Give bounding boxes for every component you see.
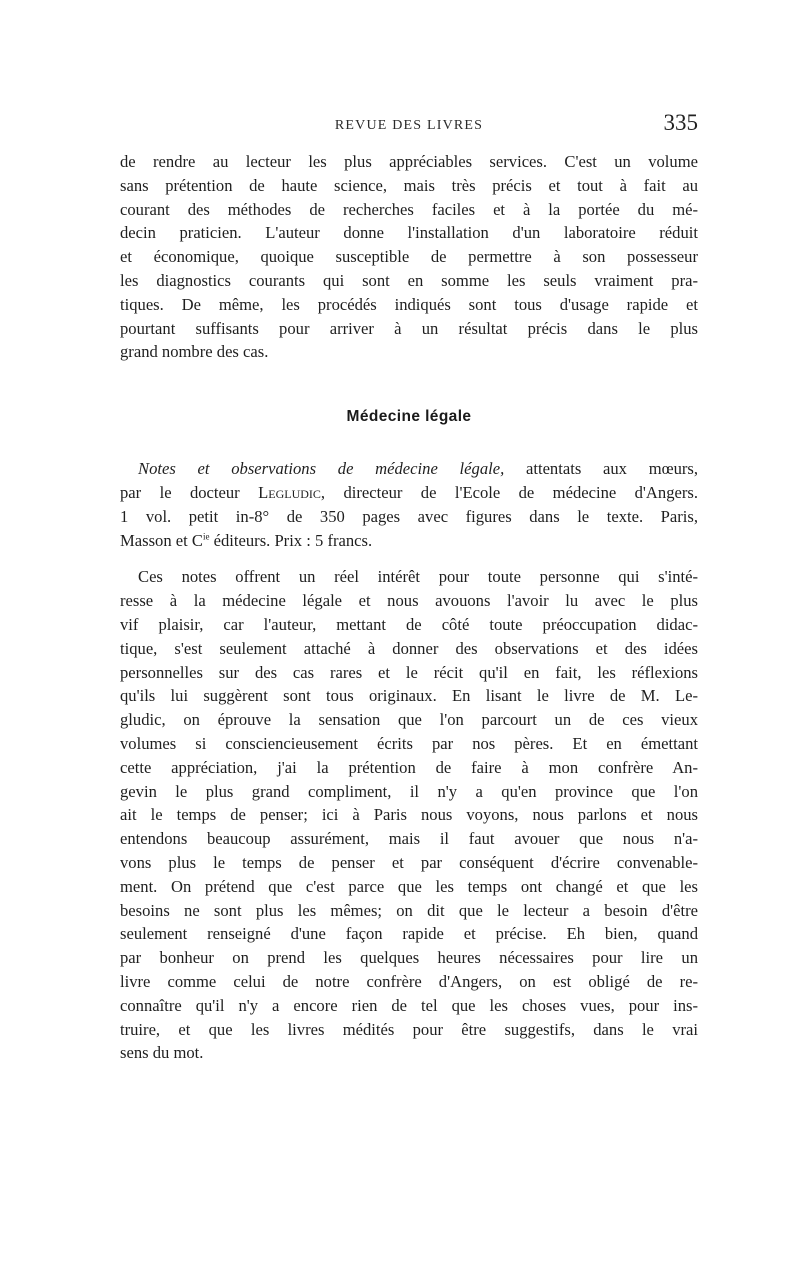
reference-text: , directeur de l'Ecole de médecine d'Angers. — [320, 482, 698, 502]
page-number: 335 — [663, 110, 698, 135]
reference-line — [120, 457, 698, 481]
text-line: sans prétention de haute science, mais très précis et tout à fait au — [120, 175, 698, 195]
text-line: volumes si consciencieusement écrits par nos pères. Et en émettant — [120, 733, 698, 753]
text-line: qu'ils lui suggèrent sont tous originaux. En lisant le livre de M. Le- — [120, 686, 698, 706]
section-heading: Médecine légale — [346, 408, 472, 426]
review-paragraph — [120, 565, 698, 1065]
reference-text: par le docteur — [120, 482, 259, 502]
text-line: grand nombre des cas. — [120, 342, 269, 362]
text-line: pourtant suffisants pour arriver à un résultat précis dans le plus — [120, 318, 698, 338]
text-line: personnelles sur des cas rares et le récit qu'il en fait, les réflexions — [120, 662, 698, 682]
text-line: connaître qu'il n'y a encore rien de tel que les choses vues, pour ins- — [120, 995, 698, 1015]
text-line: cette appréciation, j'ai la prétention de faire à mon confrère An- — [120, 757, 698, 777]
reference-line — [120, 481, 698, 505]
intro-paragraph — [120, 150, 698, 364]
text-line: courant des méthodes de recherches faciles et à la portée du mé- — [120, 199, 698, 219]
text-line: gludic, on éprouve la sensation que l'on parcourt un de ces vieux — [120, 710, 698, 730]
text-line: ait le temps de penser; ici à Paris nous voyons, nous parlons et nous — [120, 805, 698, 825]
text-line: besoins ne sont plus les mêmes; on dit que le lecteur a besoin d'être — [120, 900, 698, 920]
reference-line — [120, 529, 698, 553]
text-line: les diagnostics courants qui sont en somme les seuls vraiment pra- — [120, 270, 698, 290]
text-line: vif plaisir, car l'auteur, mettant de côté toute préoccupation didac- — [120, 614, 698, 634]
text-line: et économique, quoique susceptible de permettre à son possesseur — [120, 247, 698, 267]
text-line: de rendre au lecteur les plus appréciables services. C'est un volume — [120, 152, 698, 171]
text-line: vons plus le temps de penser et par conséquent d'écrire convenable- — [120, 852, 698, 872]
text-line: tiques. De même, les procédés indiqués sont tous d'usage rapide et — [120, 294, 698, 314]
running-header — [120, 110, 698, 144]
text-line: seulement renseigné d'une façon rapide et précise. Eh bien, quand — [120, 924, 698, 944]
book-reference — [120, 457, 698, 552]
reference-text: Masson et C — [120, 530, 203, 550]
text-line: sens du mot. — [120, 1043, 204, 1063]
reference-text: attentats aux mœurs, — [504, 459, 699, 479]
superscript: ie — [202, 531, 210, 542]
reference-text: éditeurs. Prix : 5 francs. — [209, 530, 373, 550]
text-line: entendons beaucoup assurément, mais il faut avouer que nous n'a- — [120, 829, 698, 849]
text-line: livre comme celui de notre confrère d'Angers, on est obligé de re- — [120, 971, 698, 991]
text-line: gevin le plus grand compliment, il n'y a qu'en province que l'on — [120, 781, 698, 801]
text-line: par bonheur on prend les quelques heures nécessaires pour lire un — [120, 948, 698, 968]
author-name: Legludic — [258, 482, 321, 502]
text-line: truire, et que les livres médités pour être suggestifs, dans le vrai — [120, 1019, 698, 1039]
running-title: REVUE DES LIVRES — [334, 118, 484, 133]
text-line: ment. On prétend que c'est parce que les temps ont changé et que les — [120, 876, 698, 896]
book-page — [120, 110, 698, 1065]
text-line: tique, s'est seulement attaché à donner des observations et des idées — [120, 638, 698, 658]
text-line: Ces notes offrent un réel intérêt pour toute personne qui s'inté- — [138, 567, 698, 587]
text-line: resse à la médecine légale et nous avouons l'avoir lu avec le plus — [120, 591, 698, 611]
reference-line: 1 vol. petit in-8° de 350 pages avec figures dans le texte. Paris, — [120, 506, 698, 526]
text-line: decin praticien. L'auteur donne l'installation d'un laboratoire réduit — [120, 223, 698, 243]
book-title: Notes et observations de médecine légale, — [138, 459, 505, 479]
